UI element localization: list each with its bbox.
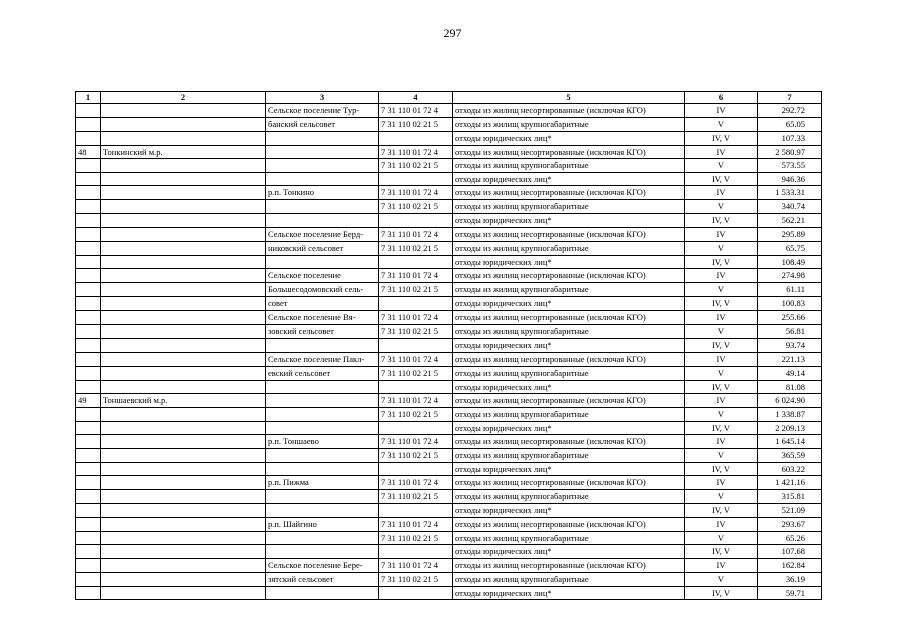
settlement-cell bbox=[266, 462, 379, 476]
waste-type-cell: отходы юридических лиц* bbox=[453, 503, 685, 517]
table-row bbox=[76, 325, 822, 339]
district-cell bbox=[101, 311, 266, 325]
fkko-code-cell bbox=[379, 545, 453, 559]
fkko-code-cell: 7 31 110 02 21 5 bbox=[379, 366, 453, 380]
row-number-cell bbox=[76, 407, 101, 421]
settlement-cell: Сельское поселение Вя- bbox=[266, 311, 379, 325]
header-row bbox=[76, 92, 822, 104]
table-row bbox=[76, 172, 822, 186]
fkko-code-cell bbox=[379, 503, 453, 517]
hazard-class-cell: IV bbox=[685, 476, 758, 490]
volume-cell: 100.83 bbox=[758, 297, 822, 311]
hazard-class-cell: IV bbox=[685, 517, 758, 531]
volume-cell: 61.11 bbox=[758, 283, 822, 297]
volume-cell: 573.55 bbox=[758, 159, 822, 173]
col-header: 6 bbox=[685, 92, 758, 104]
waste-type-cell: отходы из жилищ крупногабаритные bbox=[453, 572, 685, 586]
settlement-cell: р.п. Шайгино bbox=[266, 517, 379, 531]
volume-cell: 603.22 bbox=[758, 462, 822, 476]
district-cell bbox=[101, 325, 266, 339]
volume-cell: 65.26 bbox=[758, 531, 822, 545]
fkko-code-cell: 7 31 110 02 21 5 bbox=[379, 490, 453, 504]
settlement-cell: Сельское поселение Бере- bbox=[266, 558, 379, 572]
district-cell bbox=[101, 104, 266, 118]
settlement-cell bbox=[266, 380, 379, 394]
settlement-cell bbox=[266, 213, 379, 227]
district-cell bbox=[101, 517, 266, 531]
settlement-cell: Сельское поселение bbox=[266, 269, 379, 283]
fkko-code-cell: 7 31 110 02 21 5 bbox=[379, 241, 453, 255]
row-number-cell bbox=[76, 159, 101, 173]
row-number-cell bbox=[76, 269, 101, 283]
row-number-cell bbox=[76, 380, 101, 394]
district-cell bbox=[101, 255, 266, 269]
settlement-cell: р.п. Пижма bbox=[266, 476, 379, 490]
settlement-cell bbox=[266, 531, 379, 545]
district-cell bbox=[101, 227, 266, 241]
col-header: 4 bbox=[379, 92, 453, 104]
waste-type-cell: отходы из жилищ крупногабаритные bbox=[453, 241, 685, 255]
table-row bbox=[76, 352, 822, 366]
hazard-class-cell: IV bbox=[685, 104, 758, 118]
fkko-code-cell: 7 31 110 01 72 4 bbox=[379, 517, 453, 531]
volume-cell: 6 024.90 bbox=[758, 394, 822, 408]
fkko-code-cell: 7 31 110 01 72 4 bbox=[379, 145, 453, 159]
waste-type-cell: отходы из жилищ крупногабаритные bbox=[453, 449, 685, 463]
fkko-code-cell: 7 31 110 01 72 4 bbox=[379, 186, 453, 200]
volume-cell: 107.68 bbox=[758, 545, 822, 559]
table-row bbox=[76, 159, 822, 173]
volume-cell: 521.09 bbox=[758, 503, 822, 517]
table-row bbox=[76, 586, 822, 600]
district-cell bbox=[101, 531, 266, 545]
row-number-cell bbox=[76, 213, 101, 227]
volume-cell: 340.74 bbox=[758, 200, 822, 214]
fkko-code-cell bbox=[379, 586, 453, 600]
waste-type-cell: отходы юридических лиц* bbox=[453, 132, 685, 146]
district-cell bbox=[101, 476, 266, 490]
table-row bbox=[76, 421, 822, 435]
settlement-cell: зовский сельсовет bbox=[266, 325, 379, 339]
table-row bbox=[76, 269, 822, 283]
table-row bbox=[76, 255, 822, 269]
district-cell bbox=[101, 200, 266, 214]
settlement-cell: совет bbox=[266, 297, 379, 311]
fkko-code-cell: 7 31 110 01 72 4 bbox=[379, 104, 453, 118]
fkko-code-cell bbox=[379, 172, 453, 186]
table-row bbox=[76, 462, 822, 476]
volume-cell: 274.98 bbox=[758, 269, 822, 283]
row-number-cell bbox=[76, 517, 101, 531]
table-row bbox=[76, 200, 822, 214]
fkko-code-cell: 7 31 110 01 72 4 bbox=[379, 269, 453, 283]
row-number-cell bbox=[76, 200, 101, 214]
settlement-cell: никовский сельсовет bbox=[266, 241, 379, 255]
district-cell: Тонкинский м.р. bbox=[101, 145, 266, 159]
volume-cell: 108.49 bbox=[758, 255, 822, 269]
col-header: 1 bbox=[76, 92, 101, 104]
settlement-cell: Сельское поселение Пакл- bbox=[266, 352, 379, 366]
district-cell bbox=[101, 503, 266, 517]
settlement-cell bbox=[266, 200, 379, 214]
fkko-code-cell: 7 31 110 02 21 5 bbox=[379, 531, 453, 545]
settlement-cell: Большесодомовский сель- bbox=[266, 283, 379, 297]
volume-cell: 36.19 bbox=[758, 572, 822, 586]
table-row bbox=[76, 572, 822, 586]
hazard-class-cell: IV, V bbox=[685, 421, 758, 435]
hazard-class-cell: V bbox=[685, 366, 758, 380]
row-number-cell bbox=[76, 449, 101, 463]
waste-type-cell: отходы из жилищ несортированные (исключая КГО) bbox=[453, 558, 685, 572]
fkko-code-cell bbox=[379, 255, 453, 269]
settlement-cell bbox=[266, 145, 379, 159]
row-number-cell: 49 bbox=[76, 394, 101, 408]
table-row bbox=[76, 241, 822, 255]
table-row bbox=[76, 186, 822, 200]
row-number-cell bbox=[76, 503, 101, 517]
col-header: 3 bbox=[266, 92, 379, 104]
hazard-class-cell: V bbox=[685, 283, 758, 297]
row-number-cell bbox=[76, 255, 101, 269]
waste-type-cell: отходы юридических лиц* bbox=[453, 545, 685, 559]
table-row bbox=[76, 145, 822, 159]
hazard-class-cell: IV, V bbox=[685, 503, 758, 517]
settlement-cell bbox=[266, 421, 379, 435]
volume-cell: 255.66 bbox=[758, 311, 822, 325]
table-row bbox=[76, 366, 822, 380]
fkko-code-cell bbox=[379, 462, 453, 476]
waste-type-cell: отходы юридических лиц* bbox=[453, 172, 685, 186]
row-number-cell bbox=[76, 325, 101, 339]
row-number-cell bbox=[76, 227, 101, 241]
row-number-cell bbox=[76, 132, 101, 146]
row-number-cell bbox=[76, 558, 101, 572]
settlement-cell bbox=[266, 159, 379, 173]
volume-cell: 65.75 bbox=[758, 241, 822, 255]
district-cell bbox=[101, 421, 266, 435]
volume-cell: 946.36 bbox=[758, 172, 822, 186]
district-cell bbox=[101, 449, 266, 463]
row-number-cell bbox=[76, 339, 101, 353]
district-cell bbox=[101, 339, 266, 353]
row-number-cell bbox=[76, 531, 101, 545]
district-cell bbox=[101, 213, 266, 227]
row-number-cell bbox=[76, 283, 101, 297]
settlement-cell bbox=[266, 172, 379, 186]
fkko-code-cell: 7 31 110 01 72 4 bbox=[379, 311, 453, 325]
col-header: 7 bbox=[758, 92, 822, 104]
settlement-cell bbox=[266, 545, 379, 559]
district-cell bbox=[101, 297, 266, 311]
waste-type-cell: отходы из жилищ несортированные (исключая КГО) bbox=[453, 145, 685, 159]
row-number-cell bbox=[76, 435, 101, 449]
table-row bbox=[76, 380, 822, 394]
waste-type-cell: отходы из жилищ крупногабаритные bbox=[453, 200, 685, 214]
row-number-cell bbox=[76, 297, 101, 311]
table-row bbox=[76, 297, 822, 311]
hazard-class-cell: IV bbox=[685, 311, 758, 325]
district-cell bbox=[101, 283, 266, 297]
volume-cell: 1 645.14 bbox=[758, 435, 822, 449]
hazard-class-cell: IV, V bbox=[685, 213, 758, 227]
settlement-cell bbox=[266, 132, 379, 146]
fkko-code-cell: 7 31 110 02 21 5 bbox=[379, 118, 453, 132]
hazard-class-cell: IV, V bbox=[685, 462, 758, 476]
district-cell bbox=[101, 490, 266, 504]
col-header: 2 bbox=[101, 92, 266, 104]
hazard-class-cell: V bbox=[685, 325, 758, 339]
hazard-class-cell: IV, V bbox=[685, 545, 758, 559]
row-number-cell bbox=[76, 366, 101, 380]
volume-cell: 295.89 bbox=[758, 227, 822, 241]
fkko-code-cell: 7 31 110 02 21 5 bbox=[379, 572, 453, 586]
table-row bbox=[76, 476, 822, 490]
waste-type-cell: отходы из жилищ крупногабаритные bbox=[453, 159, 685, 173]
hazard-class-cell: V bbox=[685, 572, 758, 586]
hazard-class-cell: IV bbox=[685, 227, 758, 241]
hazard-class-cell: IV bbox=[685, 145, 758, 159]
col-header: 5 bbox=[453, 92, 685, 104]
hazard-class-cell: IV bbox=[685, 394, 758, 408]
row-number-cell bbox=[76, 172, 101, 186]
district-cell: Тоншаевский м.р. bbox=[101, 394, 266, 408]
hazard-class-cell: IV, V bbox=[685, 255, 758, 269]
settlement-cell bbox=[266, 490, 379, 504]
volume-cell: 162.84 bbox=[758, 558, 822, 572]
volume-cell: 293.67 bbox=[758, 517, 822, 531]
waste-type-cell: отходы из жилищ крупногабаритные bbox=[453, 490, 685, 504]
table-row bbox=[76, 449, 822, 463]
waste-type-cell: отходы юридических лиц* bbox=[453, 421, 685, 435]
waste-type-cell: отходы из жилищ крупногабаритные bbox=[453, 283, 685, 297]
hazard-class-cell: IV, V bbox=[685, 297, 758, 311]
hazard-class-cell: IV, V bbox=[685, 132, 758, 146]
settlement-cell bbox=[266, 449, 379, 463]
hazard-class-cell: IV, V bbox=[685, 586, 758, 600]
waste-type-cell: отходы юридических лиц* bbox=[453, 297, 685, 311]
row-number-cell bbox=[76, 462, 101, 476]
table-row bbox=[76, 118, 822, 132]
table-row bbox=[76, 394, 822, 408]
hazard-class-cell: IV bbox=[685, 558, 758, 572]
fkko-code-cell: 7 31 110 01 72 4 bbox=[379, 227, 453, 241]
volume-cell: 65.05 bbox=[758, 118, 822, 132]
fkko-code-cell: 7 31 110 01 72 4 bbox=[379, 394, 453, 408]
settlement-cell bbox=[266, 339, 379, 353]
volume-cell: 365.59 bbox=[758, 449, 822, 463]
waste-type-cell: отходы из жилищ несортированные (исключая КГО) bbox=[453, 104, 685, 118]
fkko-code-cell: 7 31 110 02 21 5 bbox=[379, 407, 453, 421]
district-cell bbox=[101, 159, 266, 173]
table-row bbox=[76, 517, 822, 531]
table-row bbox=[76, 132, 822, 146]
table-row bbox=[76, 490, 822, 504]
settlement-cell: р.п. Тонкино bbox=[266, 186, 379, 200]
volume-cell: 315.81 bbox=[758, 490, 822, 504]
hazard-class-cell: IV, V bbox=[685, 172, 758, 186]
district-cell bbox=[101, 586, 266, 600]
volume-cell: 107.33 bbox=[758, 132, 822, 146]
fkko-code-cell bbox=[379, 339, 453, 353]
fkko-code-cell: 7 31 110 02 21 5 bbox=[379, 200, 453, 214]
waste-type-cell: отходы из жилищ крупногабаритные bbox=[453, 325, 685, 339]
fkko-code-cell bbox=[379, 132, 453, 146]
volume-cell: 81.08 bbox=[758, 380, 822, 394]
district-cell bbox=[101, 352, 266, 366]
waste-type-cell: отходы из жилищ несортированные (исключая КГО) bbox=[453, 476, 685, 490]
fkko-code-cell bbox=[379, 421, 453, 435]
row-number-cell bbox=[76, 352, 101, 366]
settlement-cell bbox=[266, 407, 379, 421]
hazard-class-cell: V bbox=[685, 118, 758, 132]
hazard-class-cell: IV bbox=[685, 435, 758, 449]
hazard-class-cell: IV, V bbox=[685, 339, 758, 353]
fkko-code-cell: 7 31 110 01 72 4 bbox=[379, 558, 453, 572]
table-row bbox=[76, 503, 822, 517]
settlement-cell: зятский сельсовет bbox=[266, 572, 379, 586]
fkko-code-cell bbox=[379, 380, 453, 394]
waste-type-cell: отходы из жилищ крупногабаритные bbox=[453, 366, 685, 380]
waste-type-cell: отходы из жилищ несортированные (исключая КГО) bbox=[453, 435, 685, 449]
table-row bbox=[76, 311, 822, 325]
district-cell bbox=[101, 380, 266, 394]
fkko-code-cell: 7 31 110 02 21 5 bbox=[379, 283, 453, 297]
fkko-code-cell bbox=[379, 297, 453, 311]
hazard-class-cell: V bbox=[685, 531, 758, 545]
volume-cell: 292.72 bbox=[758, 104, 822, 118]
district-cell bbox=[101, 269, 266, 283]
waste-type-cell: отходы из жилищ крупногабаритные bbox=[453, 118, 685, 132]
waste-type-cell: отходы юридических лиц* bbox=[453, 255, 685, 269]
table-row bbox=[76, 545, 822, 559]
table-row bbox=[76, 531, 822, 545]
table-row bbox=[76, 339, 822, 353]
row-number-cell bbox=[76, 104, 101, 118]
hazard-class-cell: V bbox=[685, 241, 758, 255]
volume-cell: 56.81 bbox=[758, 325, 822, 339]
fkko-code-cell: 7 31 110 01 72 4 bbox=[379, 476, 453, 490]
row-number-cell bbox=[76, 421, 101, 435]
settlement-cell bbox=[266, 586, 379, 600]
row-number-cell bbox=[76, 241, 101, 255]
row-number-cell bbox=[76, 490, 101, 504]
hazard-class-cell: IV, V bbox=[685, 380, 758, 394]
district-cell bbox=[101, 241, 266, 255]
row-number-cell bbox=[76, 545, 101, 559]
district-cell bbox=[101, 172, 266, 186]
hazard-class-cell: IV bbox=[685, 352, 758, 366]
waste-type-cell: отходы из жилищ несортированные (исключая КГО) bbox=[453, 227, 685, 241]
table-row bbox=[76, 283, 822, 297]
row-number-cell bbox=[76, 572, 101, 586]
waste-table bbox=[75, 91, 822, 600]
waste-type-cell: отходы юридических лиц* bbox=[453, 380, 685, 394]
hazard-class-cell: V bbox=[685, 159, 758, 173]
waste-type-cell: отходы юридических лиц* bbox=[453, 339, 685, 353]
district-cell bbox=[101, 558, 266, 572]
row-number-cell bbox=[76, 586, 101, 600]
table-body bbox=[76, 104, 822, 600]
volume-cell: 59.71 bbox=[758, 586, 822, 600]
waste-type-cell: отходы из жилищ несортированные (исключая КГО) bbox=[453, 186, 685, 200]
waste-type-cell: отходы юридических лиц* bbox=[453, 586, 685, 600]
district-cell bbox=[101, 366, 266, 380]
row-number-cell bbox=[76, 476, 101, 490]
settlement-cell bbox=[266, 503, 379, 517]
hazard-class-cell: V bbox=[685, 407, 758, 421]
waste-type-cell: отходы из жилищ крупногабаритные bbox=[453, 407, 685, 421]
district-cell bbox=[101, 462, 266, 476]
row-number-cell bbox=[76, 186, 101, 200]
waste-type-cell: отходы из жилищ несортированные (исключая КГО) bbox=[453, 394, 685, 408]
settlement-cell: р.п. Тоншаево bbox=[266, 435, 379, 449]
settlement-cell: евский сельсовет bbox=[266, 366, 379, 380]
district-cell bbox=[101, 118, 266, 132]
waste-type-cell: отходы юридических лиц* bbox=[453, 462, 685, 476]
table-row bbox=[76, 558, 822, 572]
volume-cell: 1 338.87 bbox=[758, 407, 822, 421]
volume-cell: 49.14 bbox=[758, 366, 822, 380]
table-row bbox=[76, 227, 822, 241]
table-row bbox=[76, 435, 822, 449]
volume-cell: 93.74 bbox=[758, 339, 822, 353]
hazard-class-cell: IV bbox=[685, 186, 758, 200]
hazard-class-cell: IV bbox=[685, 269, 758, 283]
waste-type-cell: отходы юридических лиц* bbox=[453, 213, 685, 227]
table-row bbox=[76, 213, 822, 227]
settlement-cell: Сельское поселение Тур- bbox=[266, 104, 379, 118]
fkko-code-cell bbox=[379, 213, 453, 227]
fkko-code-cell: 7 31 110 01 72 4 bbox=[379, 435, 453, 449]
volume-cell: 1 421.16 bbox=[758, 476, 822, 490]
waste-type-cell: отходы из жилищ несортированные (исключая КГО) bbox=[453, 352, 685, 366]
fkko-code-cell: 7 31 110 02 21 5 bbox=[379, 325, 453, 339]
row-number-cell bbox=[76, 311, 101, 325]
waste-type-cell: отходы из жилищ крупногабаритные bbox=[453, 531, 685, 545]
volume-cell: 1 533.31 bbox=[758, 186, 822, 200]
district-cell bbox=[101, 435, 266, 449]
volume-cell: 2 209.13 bbox=[758, 421, 822, 435]
district-cell bbox=[101, 132, 266, 146]
settlement-cell: банский сельсовет bbox=[266, 118, 379, 132]
district-cell bbox=[101, 572, 266, 586]
waste-type-cell: отходы из жилищ несортированные (исключая КГО) bbox=[453, 311, 685, 325]
page-number: 297 bbox=[443, 26, 462, 40]
district-cell bbox=[101, 545, 266, 559]
volume-cell: 562.21 bbox=[758, 213, 822, 227]
volume-cell: 221.13 bbox=[758, 352, 822, 366]
fkko-code-cell: 7 31 110 02 21 5 bbox=[379, 159, 453, 173]
settlement-cell: Сельское поселение Берд- bbox=[266, 227, 379, 241]
settlement-cell bbox=[266, 394, 379, 408]
row-number-cell bbox=[76, 118, 101, 132]
table-row bbox=[76, 104, 822, 118]
table-row bbox=[76, 407, 822, 421]
district-cell bbox=[101, 186, 266, 200]
hazard-class-cell: V bbox=[685, 490, 758, 504]
row-number-cell: 48 bbox=[76, 145, 101, 159]
settlement-cell bbox=[266, 255, 379, 269]
hazard-class-cell: V bbox=[685, 449, 758, 463]
waste-type-cell: отходы из жилищ несортированные (исключая КГО) bbox=[453, 269, 685, 283]
waste-type-cell: отходы из жилищ несортированные (исключая КГО) bbox=[453, 517, 685, 531]
district-cell bbox=[101, 407, 266, 421]
fkko-code-cell: 7 31 110 01 72 4 bbox=[379, 352, 453, 366]
fkko-code-cell: 7 31 110 02 21 5 bbox=[379, 449, 453, 463]
hazard-class-cell: V bbox=[685, 200, 758, 214]
volume-cell: 2 580.97 bbox=[758, 145, 822, 159]
